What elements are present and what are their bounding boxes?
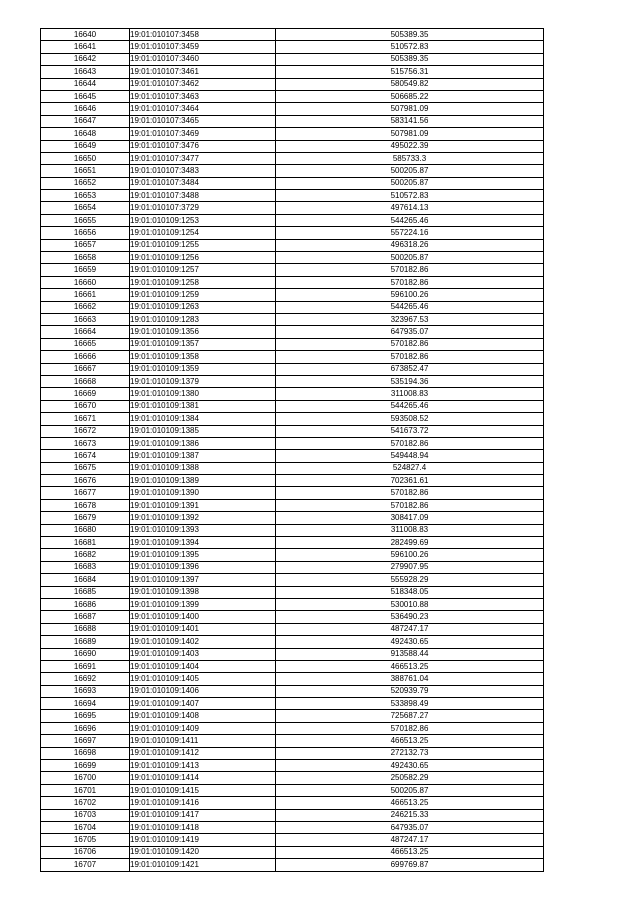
cadastral-number-cell: 19:01:010109:1393 bbox=[130, 524, 276, 536]
cadastral-number-cell: 19:01:010109:1395 bbox=[130, 549, 276, 561]
table-row bbox=[41, 586, 544, 598]
cadastral-number-cell: 19:01:010109:1255 bbox=[130, 239, 276, 251]
row-number-cell: 16677 bbox=[41, 487, 130, 499]
cadastral-number-cell: 19:01:010109:1418 bbox=[130, 822, 276, 834]
value-cell: 496318.26 bbox=[276, 239, 544, 251]
table-row bbox=[41, 685, 544, 697]
value-cell: 507981.09 bbox=[276, 128, 544, 140]
table-row bbox=[41, 177, 544, 189]
table-row bbox=[41, 78, 544, 90]
row-number-cell: 16648 bbox=[41, 128, 130, 140]
cadastral-number-cell: 19:01:010107:3459 bbox=[130, 41, 276, 53]
value-cell: 570182.86 bbox=[276, 338, 544, 350]
table-row bbox=[41, 648, 544, 660]
cadastral-number-cell: 19:01:010109:1359 bbox=[130, 363, 276, 375]
table-row bbox=[41, 313, 544, 325]
table-row bbox=[41, 512, 544, 524]
value-cell: 596100.26 bbox=[276, 289, 544, 301]
table-row bbox=[41, 623, 544, 635]
cadastral-number-cell: 19:01:010107:3729 bbox=[130, 202, 276, 214]
row-number-cell: 16651 bbox=[41, 165, 130, 177]
row-number-cell: 16678 bbox=[41, 499, 130, 511]
cadastral-number-cell: 19:01:010107:3488 bbox=[130, 190, 276, 202]
cadastral-number-cell: 19:01:010107:3458 bbox=[130, 29, 276, 41]
row-number-cell: 16656 bbox=[41, 227, 130, 239]
value-cell: 500205.87 bbox=[276, 252, 544, 264]
value-cell: 570182.86 bbox=[276, 276, 544, 288]
value-cell: 585733.3 bbox=[276, 152, 544, 164]
cadastral-number-cell: 19:01:010109:1380 bbox=[130, 388, 276, 400]
table-row bbox=[41, 239, 544, 251]
cadastral-number-cell: 19:01:010109:1408 bbox=[130, 710, 276, 722]
cadastral-number-cell: 19:01:010107:3464 bbox=[130, 103, 276, 115]
cadastral-number-cell: 19:01:010109:1387 bbox=[130, 450, 276, 462]
row-number-cell: 16649 bbox=[41, 140, 130, 152]
table-row bbox=[41, 326, 544, 338]
cadastral-number-cell: 19:01:010109:1394 bbox=[130, 537, 276, 549]
table-row bbox=[41, 363, 544, 375]
table-row bbox=[41, 400, 544, 412]
value-cell: 570182.86 bbox=[276, 499, 544, 511]
cadastral-number-cell: 19:01:010107:3460 bbox=[130, 53, 276, 65]
row-number-cell: 16706 bbox=[41, 846, 130, 858]
table-row bbox=[41, 660, 544, 672]
table-row bbox=[41, 698, 544, 710]
value-cell: 497614.13 bbox=[276, 202, 544, 214]
value-cell: 702361.61 bbox=[276, 475, 544, 487]
cadastral-number-cell: 19:01:010109:1283 bbox=[130, 313, 276, 325]
table-row bbox=[41, 722, 544, 734]
row-number-cell: 16672 bbox=[41, 425, 130, 437]
table-row bbox=[41, 115, 544, 127]
cadastral-number-cell: 19:01:010109:1415 bbox=[130, 784, 276, 796]
value-cell: 500205.87 bbox=[276, 177, 544, 189]
value-cell: 492430.65 bbox=[276, 760, 544, 772]
value-cell: 647935.07 bbox=[276, 822, 544, 834]
table-row bbox=[41, 574, 544, 586]
value-cell: 272132.73 bbox=[276, 747, 544, 759]
row-number-cell: 16700 bbox=[41, 772, 130, 784]
table-row bbox=[41, 413, 544, 425]
row-number-cell: 16688 bbox=[41, 623, 130, 635]
value-cell: 507981.09 bbox=[276, 103, 544, 115]
value-cell: 570182.86 bbox=[276, 487, 544, 499]
row-number-cell: 16655 bbox=[41, 214, 130, 226]
row-number-cell: 16657 bbox=[41, 239, 130, 251]
table-row bbox=[41, 524, 544, 536]
value-cell: 520939.79 bbox=[276, 685, 544, 697]
cadastral-number-cell: 19:01:010109:1403 bbox=[130, 648, 276, 660]
row-number-cell: 16702 bbox=[41, 797, 130, 809]
value-cell: 506685.22 bbox=[276, 90, 544, 102]
row-number-cell: 16663 bbox=[41, 313, 130, 325]
table-row bbox=[41, 351, 544, 363]
row-number-cell: 16647 bbox=[41, 115, 130, 127]
table-row bbox=[41, 450, 544, 462]
cadastral-number-cell: 19:01:010109:1416 bbox=[130, 797, 276, 809]
cadastral-number-cell: 19:01:010109:1417 bbox=[130, 809, 276, 821]
row-number-cell: 16643 bbox=[41, 66, 130, 78]
table-row bbox=[41, 487, 544, 499]
table-row bbox=[41, 140, 544, 152]
row-number-cell: 16660 bbox=[41, 276, 130, 288]
value-cell: 544265.46 bbox=[276, 400, 544, 412]
table-row bbox=[41, 710, 544, 722]
table-row bbox=[41, 190, 544, 202]
value-cell: 510572.83 bbox=[276, 41, 544, 53]
value-cell: 505389.35 bbox=[276, 29, 544, 41]
cadastral-number-cell: 19:01:010109:1357 bbox=[130, 338, 276, 350]
row-number-cell: 16674 bbox=[41, 450, 130, 462]
value-cell: 544265.46 bbox=[276, 301, 544, 313]
cadastral-number-cell: 19:01:010109:1397 bbox=[130, 574, 276, 586]
cadastral-number-cell: 19:01:010109:1257 bbox=[130, 264, 276, 276]
table-row bbox=[41, 859, 544, 871]
row-number-cell: 16673 bbox=[41, 437, 130, 449]
table-row bbox=[41, 29, 544, 41]
row-number-cell: 16696 bbox=[41, 722, 130, 734]
row-number-cell: 16680 bbox=[41, 524, 130, 536]
cadastral-number-cell: 19:01:010109:1392 bbox=[130, 512, 276, 524]
cadastral-number-cell: 19:01:010109:1379 bbox=[130, 375, 276, 387]
table-row bbox=[41, 561, 544, 573]
row-number-cell: 16707 bbox=[41, 859, 130, 871]
row-number-cell: 16685 bbox=[41, 586, 130, 598]
row-number-cell: 16652 bbox=[41, 177, 130, 189]
table-row bbox=[41, 747, 544, 759]
row-number-cell: 16676 bbox=[41, 475, 130, 487]
table-row bbox=[41, 66, 544, 78]
table-row bbox=[41, 784, 544, 796]
row-number-cell: 16693 bbox=[41, 685, 130, 697]
table-row bbox=[41, 797, 544, 809]
table-row bbox=[41, 636, 544, 648]
table-row bbox=[41, 388, 544, 400]
value-cell: 515756.31 bbox=[276, 66, 544, 78]
row-number-cell: 16684 bbox=[41, 574, 130, 586]
value-cell: 518348.05 bbox=[276, 586, 544, 598]
row-number-cell: 16640 bbox=[41, 29, 130, 41]
value-cell: 466513.25 bbox=[276, 846, 544, 858]
table-row bbox=[41, 809, 544, 821]
value-cell: 308417.09 bbox=[276, 512, 544, 524]
cadastral-number-cell: 19:01:010109:1396 bbox=[130, 561, 276, 573]
row-number-cell: 16699 bbox=[41, 760, 130, 772]
value-cell: 250582.29 bbox=[276, 772, 544, 784]
cadastral-number-cell: 19:01:010109:1258 bbox=[130, 276, 276, 288]
row-number-cell: 16686 bbox=[41, 598, 130, 610]
value-cell: 555928.29 bbox=[276, 574, 544, 586]
value-cell: 505389.35 bbox=[276, 53, 544, 65]
cadastral-number-cell: 19:01:010109:1388 bbox=[130, 462, 276, 474]
table-row bbox=[41, 549, 544, 561]
row-number-cell: 16698 bbox=[41, 747, 130, 759]
table-row bbox=[41, 834, 544, 846]
value-cell: 536490.23 bbox=[276, 611, 544, 623]
table-row bbox=[41, 53, 544, 65]
value-cell: 279907.95 bbox=[276, 561, 544, 573]
value-cell: 311008.83 bbox=[276, 524, 544, 536]
cadastral-number-cell: 19:01:010109:1406 bbox=[130, 685, 276, 697]
cadastral-number-cell: 19:01:010107:3477 bbox=[130, 152, 276, 164]
value-cell: 544265.46 bbox=[276, 214, 544, 226]
cadastral-number-cell: 19:01:010109:1263 bbox=[130, 301, 276, 313]
table-row bbox=[41, 760, 544, 772]
table-row bbox=[41, 822, 544, 834]
table-row bbox=[41, 735, 544, 747]
value-cell: 466513.25 bbox=[276, 660, 544, 672]
value-cell: 500205.87 bbox=[276, 165, 544, 177]
value-cell: 583141.56 bbox=[276, 115, 544, 127]
value-cell: 492430.65 bbox=[276, 636, 544, 648]
value-cell: 549448.94 bbox=[276, 450, 544, 462]
row-number-cell: 16701 bbox=[41, 784, 130, 796]
row-number-cell: 16650 bbox=[41, 152, 130, 164]
row-number-cell: 16645 bbox=[41, 90, 130, 102]
table-row bbox=[41, 301, 544, 313]
table-body bbox=[41, 29, 544, 872]
cadastral-number-cell: 19:01:010109:1259 bbox=[130, 289, 276, 301]
table-row bbox=[41, 41, 544, 53]
table-row bbox=[41, 165, 544, 177]
table-row bbox=[41, 598, 544, 610]
row-number-cell: 16662 bbox=[41, 301, 130, 313]
cadastral-number-cell: 19:01:010109:1254 bbox=[130, 227, 276, 239]
value-cell: 557224.16 bbox=[276, 227, 544, 239]
table-row bbox=[41, 499, 544, 511]
row-number-cell: 16682 bbox=[41, 549, 130, 561]
value-cell: 466513.25 bbox=[276, 797, 544, 809]
cadastral-number-cell: 19:01:010107:3463 bbox=[130, 90, 276, 102]
value-cell: 913588.44 bbox=[276, 648, 544, 660]
value-cell: 725687.27 bbox=[276, 710, 544, 722]
table-row bbox=[41, 103, 544, 115]
value-cell: 699769.87 bbox=[276, 859, 544, 871]
cadastral-number-cell: 19:01:010107:3484 bbox=[130, 177, 276, 189]
cadastral-number-cell: 19:01:010109:1402 bbox=[130, 636, 276, 648]
cadastral-number-cell: 19:01:010109:1420 bbox=[130, 846, 276, 858]
cadastral-number-cell: 19:01:010109:1356 bbox=[130, 326, 276, 338]
row-number-cell: 16654 bbox=[41, 202, 130, 214]
table-row bbox=[41, 128, 544, 140]
row-number-cell: 16692 bbox=[41, 673, 130, 685]
table-row bbox=[41, 289, 544, 301]
table-row bbox=[41, 276, 544, 288]
cadastral-number-cell: 19:01:010109:1253 bbox=[130, 214, 276, 226]
row-number-cell: 16683 bbox=[41, 561, 130, 573]
table-row bbox=[41, 264, 544, 276]
table-row bbox=[41, 152, 544, 164]
cadastral-number-cell: 19:01:010109:1419 bbox=[130, 834, 276, 846]
table-row bbox=[41, 252, 544, 264]
value-cell: 570182.86 bbox=[276, 264, 544, 276]
cadastral-number-cell: 19:01:010109:1358 bbox=[130, 351, 276, 363]
cadastral-number-cell: 19:01:010109:1405 bbox=[130, 673, 276, 685]
cadastral-number-cell: 19:01:010109:1400 bbox=[130, 611, 276, 623]
value-cell: 530010.88 bbox=[276, 598, 544, 610]
value-cell: 323967.53 bbox=[276, 313, 544, 325]
table-row bbox=[41, 611, 544, 623]
row-number-cell: 16644 bbox=[41, 78, 130, 90]
table-row bbox=[41, 475, 544, 487]
row-number-cell: 16695 bbox=[41, 710, 130, 722]
row-number-cell: 16694 bbox=[41, 698, 130, 710]
table-row bbox=[41, 227, 544, 239]
row-number-cell: 16679 bbox=[41, 512, 130, 524]
table-row bbox=[41, 214, 544, 226]
value-cell: 466513.25 bbox=[276, 735, 544, 747]
table-row bbox=[41, 338, 544, 350]
value-cell: 388761.04 bbox=[276, 673, 544, 685]
row-number-cell: 16703 bbox=[41, 809, 130, 821]
row-number-cell: 16641 bbox=[41, 41, 130, 53]
value-cell: 510572.83 bbox=[276, 190, 544, 202]
row-number-cell: 16646 bbox=[41, 103, 130, 115]
value-cell: 541673.72 bbox=[276, 425, 544, 437]
table-row bbox=[41, 437, 544, 449]
row-number-cell: 16670 bbox=[41, 400, 130, 412]
row-number-cell: 16681 bbox=[41, 537, 130, 549]
value-cell: 246215.33 bbox=[276, 809, 544, 821]
value-cell: 647935.07 bbox=[276, 326, 544, 338]
table-row bbox=[41, 673, 544, 685]
cadastral-number-cell: 19:01:010107:3476 bbox=[130, 140, 276, 152]
row-number-cell: 16653 bbox=[41, 190, 130, 202]
cadastral-number-cell: 19:01:010109:1413 bbox=[130, 760, 276, 772]
cadastral-number-cell: 19:01:010107:3461 bbox=[130, 66, 276, 78]
cadastral-number-cell: 19:01:010107:3483 bbox=[130, 165, 276, 177]
value-cell: 311008.83 bbox=[276, 388, 544, 400]
row-number-cell: 16689 bbox=[41, 636, 130, 648]
cadastral-number-cell: 19:01:010109:1386 bbox=[130, 437, 276, 449]
cadastral-number-cell: 19:01:010109:1390 bbox=[130, 487, 276, 499]
value-cell: 533898.49 bbox=[276, 698, 544, 710]
row-number-cell: 16668 bbox=[41, 375, 130, 387]
cadastral-number-cell: 19:01:010109:1421 bbox=[130, 859, 276, 871]
cadastral-number-cell: 19:01:010109:1407 bbox=[130, 698, 276, 710]
value-cell: 495022.39 bbox=[276, 140, 544, 152]
value-cell: 535194.36 bbox=[276, 375, 544, 387]
row-number-cell: 16642 bbox=[41, 53, 130, 65]
cadastral-number-cell: 19:01:010109:1399 bbox=[130, 598, 276, 610]
cadastral-number-cell: 19:01:010109:1401 bbox=[130, 623, 276, 635]
cadastral-number-cell: 19:01:010109:1256 bbox=[130, 252, 276, 264]
row-number-cell: 16666 bbox=[41, 351, 130, 363]
cadastral-number-cell: 19:01:010107:3462 bbox=[130, 78, 276, 90]
value-cell: 500205.87 bbox=[276, 784, 544, 796]
value-cell: 524827.4 bbox=[276, 462, 544, 474]
row-number-cell: 16667 bbox=[41, 363, 130, 375]
row-number-cell: 16705 bbox=[41, 834, 130, 846]
table-row bbox=[41, 846, 544, 858]
row-number-cell: 16665 bbox=[41, 338, 130, 350]
table-row bbox=[41, 772, 544, 784]
row-number-cell: 16661 bbox=[41, 289, 130, 301]
row-number-cell: 16669 bbox=[41, 388, 130, 400]
row-number-cell: 16671 bbox=[41, 413, 130, 425]
value-cell: 673852.47 bbox=[276, 363, 544, 375]
row-number-cell: 16664 bbox=[41, 326, 130, 338]
row-number-cell: 16704 bbox=[41, 822, 130, 834]
row-number-cell: 16659 bbox=[41, 264, 130, 276]
table-row bbox=[41, 425, 544, 437]
row-number-cell: 16675 bbox=[41, 462, 130, 474]
cadastral-number-cell: 19:01:010107:3469 bbox=[130, 128, 276, 140]
row-number-cell: 16658 bbox=[41, 252, 130, 264]
row-number-cell: 16691 bbox=[41, 660, 130, 672]
table-row bbox=[41, 462, 544, 474]
table-row bbox=[41, 90, 544, 102]
row-number-cell: 16697 bbox=[41, 735, 130, 747]
value-cell: 596100.26 bbox=[276, 549, 544, 561]
value-cell: 570182.86 bbox=[276, 722, 544, 734]
value-cell: 487247.17 bbox=[276, 623, 544, 635]
table-row bbox=[41, 537, 544, 549]
cadastral-number-cell: 19:01:010109:1381 bbox=[130, 400, 276, 412]
cadastral-number-cell: 19:01:010109:1409 bbox=[130, 722, 276, 734]
value-cell: 580549.82 bbox=[276, 78, 544, 90]
cadastral-number-cell: 19:01:010109:1391 bbox=[130, 499, 276, 511]
cadastral-number-cell: 19:01:010109:1411 bbox=[130, 735, 276, 747]
row-number-cell: 16687 bbox=[41, 611, 130, 623]
value-cell: 570182.86 bbox=[276, 351, 544, 363]
value-cell: 570182.86 bbox=[276, 437, 544, 449]
cadastral-number-cell: 19:01:010107:3465 bbox=[130, 115, 276, 127]
cadastral-number-cell: 19:01:010109:1412 bbox=[130, 747, 276, 759]
value-cell: 487247.17 bbox=[276, 834, 544, 846]
cadastral-number-cell: 19:01:010109:1384 bbox=[130, 413, 276, 425]
cadastral-number-cell: 19:01:010109:1404 bbox=[130, 660, 276, 672]
cadastral-number-cell: 19:01:010109:1385 bbox=[130, 425, 276, 437]
cadastral-number-cell: 19:01:010109:1398 bbox=[130, 586, 276, 598]
value-cell: 593508.52 bbox=[276, 413, 544, 425]
value-cell: 282499.69 bbox=[276, 537, 544, 549]
table-row bbox=[41, 375, 544, 387]
table-row bbox=[41, 202, 544, 214]
cadastral-value-table bbox=[40, 28, 544, 872]
cadastral-number-cell: 19:01:010109:1414 bbox=[130, 772, 276, 784]
row-number-cell: 16690 bbox=[41, 648, 130, 660]
cadastral-number-cell: 19:01:010109:1389 bbox=[130, 475, 276, 487]
